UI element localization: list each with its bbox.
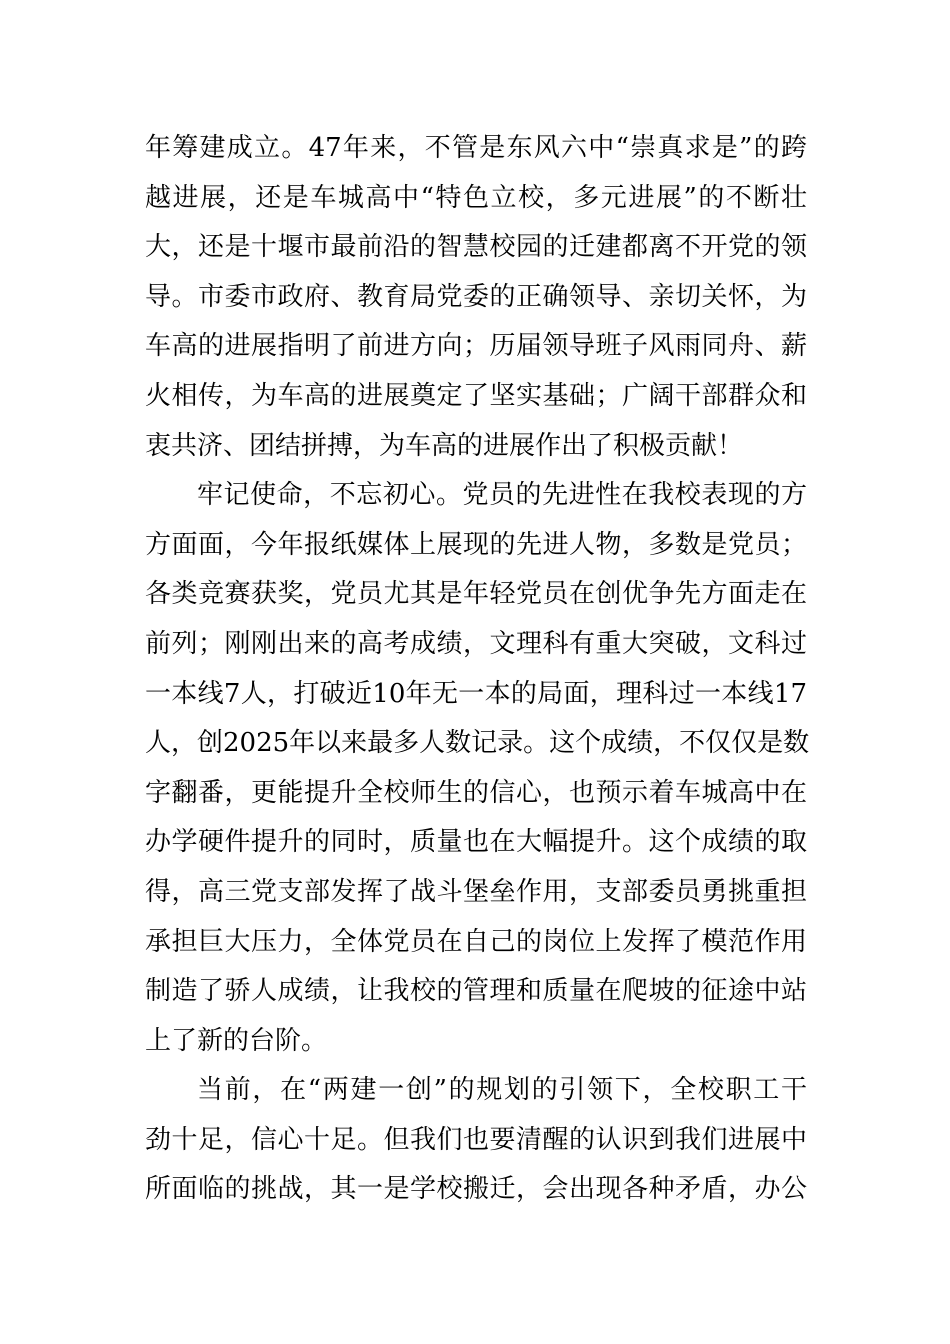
text-line: 衷共济、团结拼搏，为车高的进展作出了积极贡献！ [145,430,744,461]
text-line: 字翻番，更能提升全校师生的信心，也预示着车城高中在 [145,777,807,808]
text-line: 越进展，还是车城高中“特色立校，多元进展”的不断壮 [145,182,807,213]
text-line: 一本线7人，打破近10年无一本的局面，理科过一本线17 [145,678,807,709]
text-line: 承担巨大压力，全体党员在自己的岗位上发挥了模范作用 [145,926,807,957]
text-line: 上了新的台阶。 [145,1025,328,1056]
text-line: 导。市委市政府、教育局党委的正确领导、亲切关怀，为 [145,281,807,312]
text-line: 方面面，今年报纸媒体上展现的先进人物，多数是党员； [145,529,807,560]
text-line: 年筹建成立。47年来，不管是东风六中“崇真求是”的跨 [145,133,807,163]
document-body [145,124,810,1215]
text-line: 人，创2025年以来最多人数记录。这个成绩，不仅仅是数 [145,728,810,759]
text-line: 劲十足，信心十足。但我们也要清醒的认识到我们进展中 [145,1124,807,1155]
text-line: 得，高三党支部发挥了战斗堡垒作用，支部委员勇挑重担 [145,876,807,907]
text-line: 前列；刚刚出来的高考成绩，文理科有重大突破，文科过 [145,628,807,659]
text-line: 当前，在“两建一创”的规划的引领下，全校职工干 [197,1075,807,1106]
text-line: 制造了骄人成绩，让我校的管理和质量在爬坡的征途中站 [145,976,807,1007]
text-line: 牢记使命，不忘初心。党员的先进性在我校表现的方 [197,480,807,511]
text-line: 所面临的挑战，其一是学校搬迁，会出现各种矛盾，办公 [145,1174,807,1205]
text-line: 火相传，为车高的进展奠定了坚实基础；广阔干部群众和 [145,380,807,411]
text-line: 大，还是十堰市最前沿的智慧校园的迁建都离不开党的领 [145,232,807,263]
text-line: 车高的进展指明了前进方向；历届领导班子风雨同舟、薪 [145,331,807,362]
text-line: 办学硬件提升的同时，质量也在大幅提升。这个成绩的取 [145,827,807,858]
text-line: 各类竞赛获奖，党员尤其是年轻党员在创优争先方面走在 [145,579,807,610]
